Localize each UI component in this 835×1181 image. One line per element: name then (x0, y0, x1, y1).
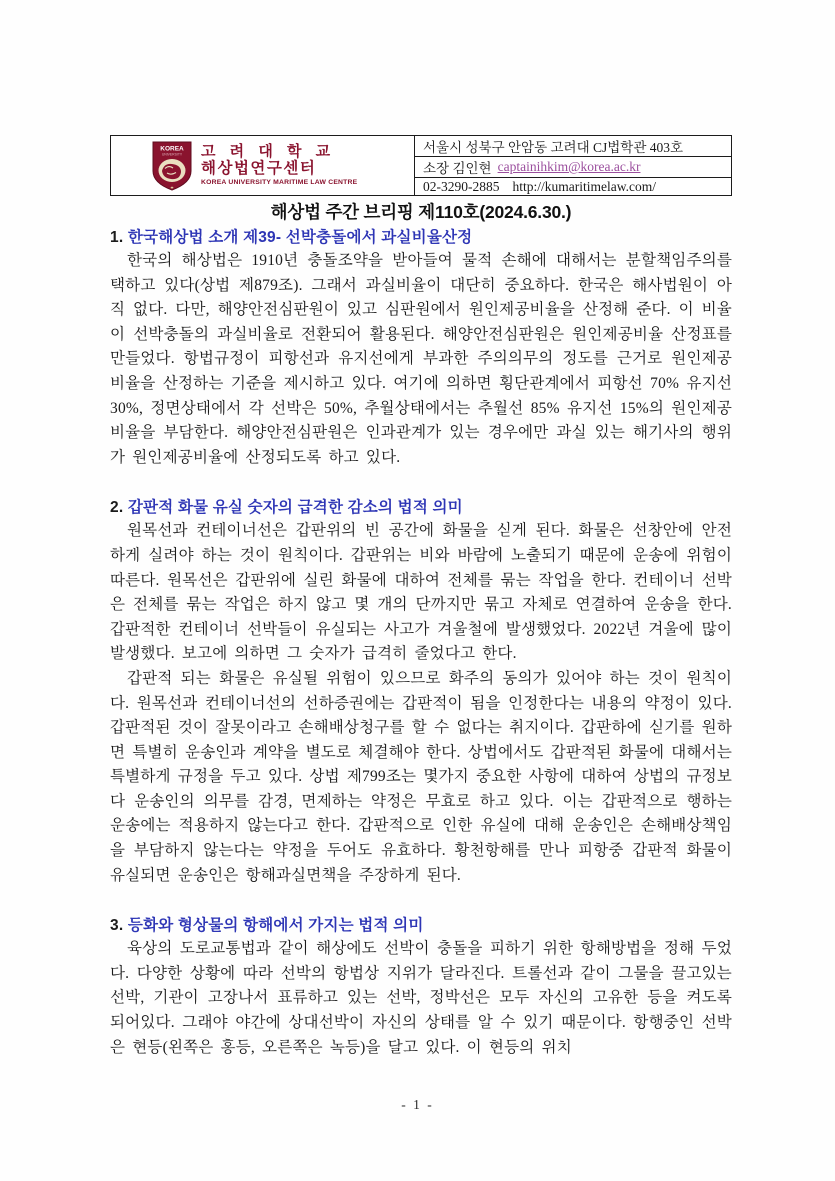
section-3 (110, 914, 732, 1060)
contact-director-row (415, 157, 731, 178)
section-1 (110, 226, 732, 470)
contact-info (414, 136, 731, 195)
section-1-number: 1. (110, 229, 124, 246)
section-1-heading (110, 226, 732, 249)
section-3-paragraph: 육상의 도로교통법과 같이 해상에도 선박이 충돌을 피하기 위한 항해방법을 정해 두었다. 다양한 상황에 따라 선박의 항법상 지위가 달라진다. 트롤선과 같이 그물을 끌고있는 선박, 기관이 고장나서 표류하고 있는 선박, 정박선은 모두 자신의 고유한 등을 켜도록 되어있다. 그래야 야간에 상대선박이 자신의 상태를 알 수 있기 때문이다. 항행중인 선박은 현등(왼쪽은 홍등, 오른쪽은 녹등)을 달고 있다. 이 현등의 위치 (110, 940, 732, 1056)
section-1-title: 한국해상법 소개 제39- 선박충돌에서 과실비율산정 (127, 229, 473, 246)
section-3-heading (110, 914, 732, 937)
page-number: - 1 - (401, 1097, 434, 1112)
phone-number: 02-3290-2885 (423, 178, 500, 194)
section-2-heading (110, 496, 732, 519)
letterhead-table (110, 135, 732, 196)
document-title: 해상법 주간 브리핑 제110호(2024.6.30.) (270, 202, 572, 222)
korea-university-crest-icon (152, 141, 192, 191)
centre-name: 해상법연구센터 (201, 160, 317, 178)
section-3-title: 등화와 형상물의 항해에서 가지는 법적 의미 (127, 917, 424, 935)
svg-text:KOREA: KOREA (160, 145, 184, 152)
centre-name-english: KOREA UNIVERSITY MARITIME LAW CENTRE (201, 179, 358, 187)
page-content (110, 0, 732, 1060)
section-1-paragraph: 한국의 해상법은 1910년 충돌조약을 받아들여 물적 손해에 대해서는 분할책임주의를 택하고 있다(상법 제879조). 그래서 과실비율이 대단히 중요하다. 한국은 해사법원이 아직 없다. 다만, 해양안전심판원이 있고 심판원에서 원인제공비율을 산정해 준다. 이 비율이 선박충돌의 과실비율로 전환되어 활용된다. 해양안전심판원은 원인제공비율 산정표를 만들었다. 항법규정이 피항선과 유지선에게 부과한 주의의무의 정도를 근거로 원인제공비율을 산정하는 기준을 제시하고 있다. 여기에 의하면 횡단관계에서 피항선 70% 유지선 30%, 정면상태에서 각 선박은 50%, 추월상태에서는 추월선 85% 유지선 15%의 원인제공비율을 부담한다. 해양안전심판원은 인과관계가 있는 경우에만 과실 있는 해기사의 행위가 원인제공비율에 산정되도록 하고 있다. (110, 252, 732, 466)
section-2-paragraph-2: 갑판적 되는 화물은 유실될 위험이 있으므로 화주의 동의가 있어야 하는 것이 원칙이다. 원목선과 컨테이너선의 선하증권에는 갑판적이 됨을 인정한다는 내용의 약정이 있다. 갑판적된 것이 잘못이라고 손해배상청구를 할 수 없다는 취지이다. 갑판하에 싣기를 원하면 특별히 운송인과 계약을 별도로 체결해야 한다. 상법에서도 갑판적된 화물에 대해서는 특별하게 규정을 두고 있다. 상법 제799조는 몇가지 중요한 사항에 대하여 상법의 규정보다 운송인의 의무를 감경, 면제하는 약정은 무효로 하고 있다. 이는 갑판적으로 행하는 운송에는 적용하지 않는다고 한다. 갑판적으로 인한 유실에 대해 운송인은 손해배상책임을 부담하지 않는다는 약정을 두어도 유효하다. 황천항해를 만나 피항중 갑판적 화물이 유실되면 운송인은 항해과실면책을 주장하게 된다. (110, 669, 732, 884)
contact-address: 서울시 성북구 안암동 고려대 CJ법학관 403호 (415, 136, 731, 157)
section-2 (110, 496, 732, 888)
logo-block (111, 136, 414, 195)
section-2-number: 2. (110, 499, 124, 517)
svg-text:UNIVERSITY: UNIVERSITY (161, 152, 183, 156)
section-2-paragraph-1: 원목선과 컨테이너선은 갑판위의 빈 공간에 화물을 싣게 된다. 화물은 선창안에 안전하게 실려야 하는 것이 원칙이다. 갑판위는 비와 바람에 노출되기 때문에 운송에 위험이 따른다. 원목선은 갑판위에 실린 화물에 대하여 전체를 묶는 작업을 한다. 컨테이너 선박은 전체를 묶는 작업은 하지 않고 몇 개의 단까지만 묶고 자체로 연결하여 운송을 한다. 갑판적한 컨테이너 선박들이 유실되는 사고가 겨울철에 발생했었다. 2022년 겨울에 많이 발생했다. 보고에 의하면 그 숫자가 급격히 줄었다고 한다. (110, 522, 732, 663)
director-name: 소장 김인현 (423, 161, 492, 176)
logo-text (201, 144, 357, 186)
university-name: 고 려 대 학 교 (201, 143, 336, 161)
section-3-number: 3. (110, 917, 124, 935)
email-link[interactable]: captainihkim@korea.ac.kr (497, 159, 641, 174)
section-2-title: 갑판적 화물 유실 숫자의 급격한 감소의 법적 의미 (127, 499, 463, 517)
website-url: http://kumaritimelaw.com/ (512, 178, 656, 194)
contact-phone-row (415, 178, 731, 195)
